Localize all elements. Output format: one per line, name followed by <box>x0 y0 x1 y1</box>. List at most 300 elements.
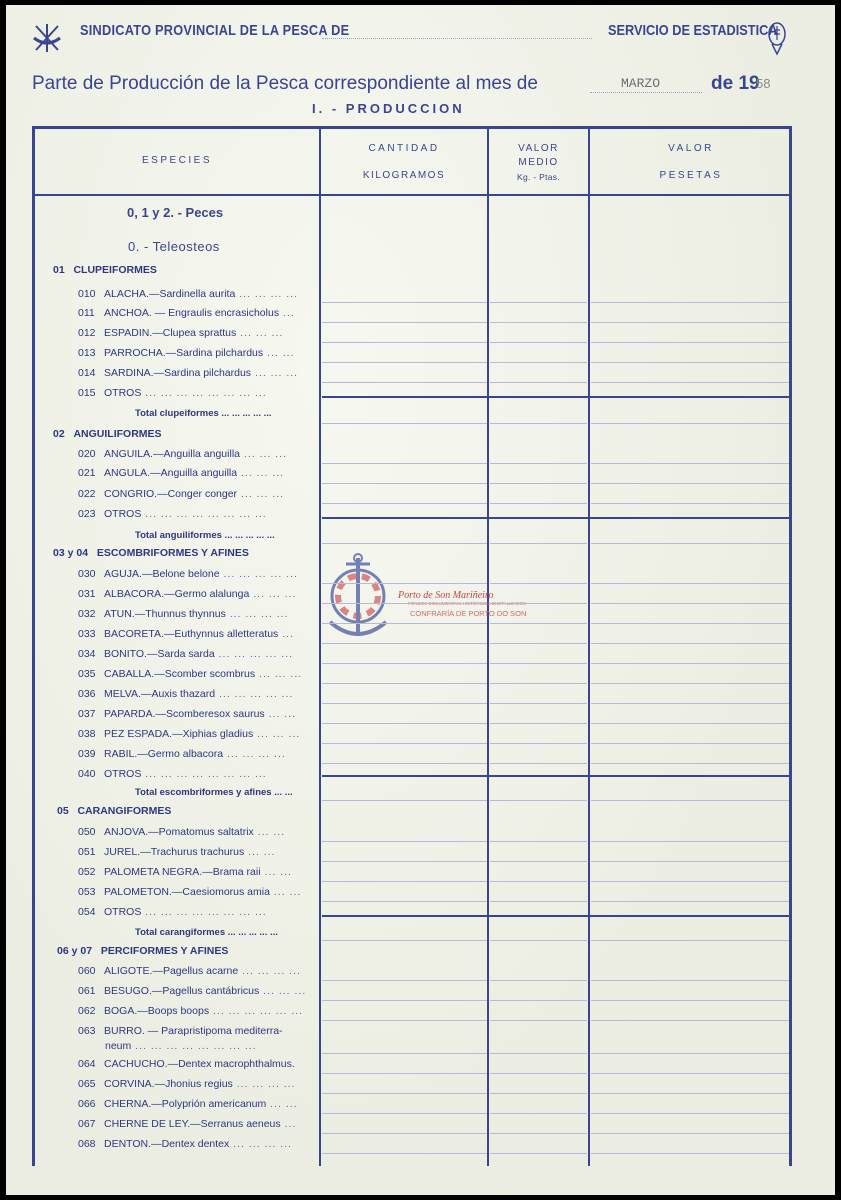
species-code: 031 <box>78 588 96 600</box>
entry-rule[interactable] <box>322 583 487 584</box>
entry-rule[interactable] <box>322 643 487 644</box>
table-row <box>78 488 284 500</box>
entry-rule[interactable] <box>490 940 587 941</box>
entry-rule[interactable] <box>322 841 487 842</box>
entry-rule[interactable] <box>322 1073 487 1074</box>
table-row <box>78 288 298 300</box>
leader-dots: ... ... <box>269 886 302 898</box>
entry-rule[interactable] <box>490 302 587 303</box>
species-name: ESPADIN. <box>104 327 153 339</box>
col-quantity-header-1: CANTIDAD <box>368 143 440 154</box>
entry-rule[interactable] <box>490 342 587 343</box>
column-divider-1 <box>319 126 321 1166</box>
group-heading: 05 CARANGIFORMES <box>57 805 172 817</box>
section-heading: I. - PRODUCCION <box>312 101 465 116</box>
table-row <box>78 1138 292 1150</box>
group-heading: 06 y 07 PERCIFORMES Y AFINES <box>57 945 229 957</box>
entry-rule[interactable] <box>591 861 789 862</box>
entry-rule[interactable] <box>490 703 587 704</box>
subtotal-line <box>322 396 790 398</box>
entry-rule[interactable] <box>322 1093 487 1094</box>
entry-rule[interactable] <box>490 1113 587 1114</box>
entry-rule[interactable] <box>591 322 789 323</box>
table-row <box>78 748 286 760</box>
species-code: 061 <box>78 985 96 997</box>
table-row <box>78 628 294 640</box>
species-name: ALBACORA. <box>104 588 165 600</box>
table-row <box>78 985 306 997</box>
species-scientific-name: —Scomber scombrus <box>154 668 256 680</box>
entry-rule[interactable] <box>591 463 789 464</box>
table-row <box>78 728 300 740</box>
entry-rule[interactable] <box>490 1133 587 1134</box>
entry-rule[interactable] <box>322 1153 487 1154</box>
entry-rule[interactable] <box>490 583 587 584</box>
entry-rule[interactable] <box>322 980 487 981</box>
subtotal-line <box>322 517 790 519</box>
leader-dots: ... ... ... <box>251 367 299 379</box>
entry-rule[interactable] <box>322 940 487 941</box>
entry-rule[interactable] <box>490 1053 587 1054</box>
entry-rule[interactable] <box>490 1093 587 1094</box>
table-row <box>78 1098 298 1110</box>
total-row: Total clupeiformes ... ... ... ... ... <box>135 408 272 419</box>
table-row <box>105 1040 257 1052</box>
group-heading: 01 CLUPEIFORMES <box>53 264 157 276</box>
table-row <box>78 568 298 580</box>
species-scientific-name: —Caesiomorus amia <box>171 886 270 898</box>
species-scientific-name: —Conger conger <box>157 488 238 500</box>
species-name: PARROCHA. <box>104 347 166 359</box>
table-row <box>78 1058 295 1070</box>
entry-rule[interactable] <box>591 543 789 544</box>
species-name: ANJOVA. <box>104 826 149 838</box>
leader-dots: ... ... ... ... ... ... <box>209 1005 304 1017</box>
species-scientific-name: —Dentex macrophthalmus. <box>167 1058 295 1070</box>
entry-rule[interactable] <box>591 1000 789 1001</box>
species-scientific-name: —Anguilla anguilla <box>153 448 240 460</box>
entry-rule[interactable] <box>591 723 789 724</box>
species-code: 062 <box>78 1005 96 1017</box>
entry-rule[interactable] <box>322 1020 487 1021</box>
entry-rule[interactable] <box>322 322 487 323</box>
species-name: ATUN. <box>104 608 135 620</box>
entry-rule[interactable] <box>490 322 587 323</box>
table-row <box>78 1025 283 1037</box>
leader-dots: ... ... ... ... <box>223 748 286 760</box>
species-code: 013 <box>78 347 96 359</box>
group-heading: 03 y 04 ESCOMBRIFORMES Y AFINES <box>53 547 249 559</box>
entry-rule[interactable] <box>591 382 789 383</box>
species-name: PEZ ESPADA. <box>104 728 173 740</box>
species-code: 039 <box>78 748 96 760</box>
yoke-arrows-emblem-icon <box>30 22 64 54</box>
leader-dots: ... <box>280 1118 297 1130</box>
species-code: 015 <box>78 387 96 399</box>
col-avg-header-1: VALOR <box>518 143 559 154</box>
entry-rule[interactable] <box>490 683 587 684</box>
entry-rule[interactable] <box>490 980 587 981</box>
species-code: 052 <box>78 866 96 878</box>
entry-rule[interactable] <box>322 703 487 704</box>
species-code: 067 <box>78 1118 96 1130</box>
species-code: 034 <box>78 648 96 660</box>
species-name: RABIL. <box>104 748 138 760</box>
entry-rule[interactable] <box>591 603 789 604</box>
entry-rule[interactable] <box>490 663 587 664</box>
species-name: CORVINA. <box>104 1078 155 1090</box>
species-code: 064 <box>78 1058 96 1070</box>
species-code: 020 <box>78 448 96 460</box>
table-row <box>78 387 267 399</box>
table-row <box>78 327 283 339</box>
leader-dots: ... ... ... ... ... ... ... ... <box>141 768 267 780</box>
entry-rule[interactable] <box>591 423 789 424</box>
syndicate-label: SINDICATO PROVINCIAL DE LA PESCA DE <box>80 22 350 39</box>
subtotal-line <box>322 775 790 777</box>
leader-dots: ... <box>279 307 295 319</box>
table-row <box>78 1118 296 1130</box>
column-divider-2 <box>487 126 489 1166</box>
entry-rule[interactable] <box>322 423 487 424</box>
entry-rule[interactable] <box>490 643 587 644</box>
species-name: CABALLA. <box>104 668 155 680</box>
species-name: CHERNE DE LEY. <box>104 1118 191 1130</box>
entry-rule[interactable] <box>490 743 587 744</box>
stamp-name: CONFRARÍA DE PORTO DO SON <box>410 609 527 618</box>
leader-dots: ... ... ... ... <box>238 965 301 977</box>
entry-rule[interactable] <box>591 623 789 624</box>
species-code: 063 <box>78 1025 96 1037</box>
species-scientific-name: neum <box>105 1040 132 1052</box>
entry-rule[interactable] <box>591 483 789 484</box>
leader-dots: ... ... <box>253 826 286 838</box>
entry-rule[interactable] <box>322 881 487 882</box>
section-title: 0, 1 y 2. - Peces <box>127 205 224 220</box>
col-avg-header-2: MEDIO <box>518 157 559 168</box>
subtotal-line <box>322 915 790 917</box>
species-name: PALOMETON. <box>104 886 172 898</box>
entry-rule[interactable] <box>322 901 487 902</box>
species-scientific-name: —Sardina pilchardus <box>153 367 252 379</box>
col-species-header: ESPECIES <box>141 155 213 166</box>
leader-dots: ... ... ... <box>237 467 285 479</box>
leader-dots: ... ... ... ... <box>232 1078 296 1090</box>
leader-dots: ... ... ... ... ... <box>219 568 298 580</box>
species-code: 054 <box>78 906 96 918</box>
entry-rule[interactable] <box>591 703 789 704</box>
total-row: Total anguiliformes ... ... ... ... ... <box>135 530 275 541</box>
species-scientific-name: —Thunnus thynnus <box>134 608 226 620</box>
species-scientific-name: — Parapristipoma mediterra- <box>144 1025 283 1037</box>
service-label: SERVICIO DE ESTADISTICA <box>608 22 778 39</box>
species-scientific-name: —Euthynnus alletteratus <box>163 628 279 640</box>
species-code: 014 <box>78 367 96 379</box>
table-row <box>78 367 298 379</box>
entry-rule[interactable] <box>591 1053 789 1054</box>
total-row: Total escombriformes y afines ... ... <box>135 787 293 798</box>
entry-rule[interactable] <box>490 423 587 424</box>
entry-rule[interactable] <box>591 342 789 343</box>
species-name: CACHUCHO. <box>104 1058 168 1070</box>
leader-dots: ... ... ... <box>240 448 288 460</box>
species-name: MELVA. <box>104 688 141 700</box>
species-code: 060 <box>78 965 96 977</box>
entry-rule[interactable] <box>490 382 587 383</box>
leader-dots: ... ... ... ... <box>225 608 289 620</box>
entry-rule[interactable] <box>490 1000 587 1001</box>
entry-rule[interactable] <box>591 362 789 363</box>
entry-rule[interactable] <box>591 800 789 801</box>
species-scientific-name: —Clupea sprattus <box>152 327 237 339</box>
entry-rule[interactable] <box>591 881 789 882</box>
entry-rule[interactable] <box>322 683 487 684</box>
entry-rule[interactable] <box>490 603 587 604</box>
month-fill-line[interactable] <box>590 92 702 93</box>
species-code: 066 <box>78 1098 96 1110</box>
table-row <box>78 826 285 838</box>
species-code: 050 <box>78 826 96 838</box>
col-value-header-1: VALOR <box>668 143 714 154</box>
species-scientific-name: —Sardina pilchardus <box>165 347 264 359</box>
leader-dots: ... ... ... <box>259 985 307 997</box>
species-scientific-name: —Brama raii <box>202 866 261 878</box>
species-name: ALIGOTE. <box>104 965 153 977</box>
table-row <box>78 448 287 460</box>
entry-rule[interactable] <box>490 901 587 902</box>
entry-rule[interactable] <box>591 901 789 902</box>
leader-dots: ... ... ... ... <box>229 1138 292 1150</box>
year-label: de 19 <box>711 73 760 94</box>
entry-rule[interactable] <box>591 1073 789 1074</box>
entry-rule[interactable] <box>591 841 789 842</box>
species-scientific-name: —Scomberesox saurus <box>155 708 265 720</box>
entry-rule[interactable] <box>322 763 487 764</box>
species-code: 053 <box>78 886 96 898</box>
entry-rule[interactable] <box>490 763 587 764</box>
species-name: ALACHA. <box>104 288 149 300</box>
entry-rule[interactable] <box>490 543 587 544</box>
table-row <box>78 668 302 680</box>
entry-rule[interactable] <box>322 800 487 801</box>
entry-rule[interactable] <box>490 1020 587 1021</box>
entry-rule[interactable] <box>591 1153 789 1154</box>
table-row <box>78 846 276 858</box>
leader-dots: ... ... ... ... ... <box>215 688 294 700</box>
entry-rule[interactable] <box>322 1133 487 1134</box>
species-code: 032 <box>78 608 96 620</box>
entry-rule[interactable] <box>322 342 487 343</box>
species-code: 010 <box>78 288 96 300</box>
species-name: SARDINA. <box>104 367 154 379</box>
species-code: 021 <box>78 467 96 479</box>
entry-rule[interactable] <box>490 503 587 504</box>
entry-rule[interactable] <box>322 503 487 504</box>
stamp-script-title: Porto de Son Mariñeiro <box>398 590 494 601</box>
entry-rule[interactable] <box>322 861 487 862</box>
species-scientific-name: —Pagellus acarne <box>152 965 239 977</box>
entry-rule[interactable] <box>490 723 587 724</box>
species-code: 011 <box>78 307 95 319</box>
entry-rule[interactable] <box>591 980 789 981</box>
table-row <box>78 608 288 620</box>
leader-dots: ... ... ... ... ... ... ... ... <box>141 508 267 520</box>
species-code: 065 <box>78 1078 96 1090</box>
species-code: 022 <box>78 488 96 500</box>
leader-dots: ... ... ... ... ... ... ... ... <box>141 387 267 399</box>
entry-rule[interactable] <box>322 302 487 303</box>
entry-rule[interactable] <box>322 663 487 664</box>
col-quantity-header-2: KILOGRAMOS <box>362 170 446 181</box>
entry-rule[interactable] <box>591 302 789 303</box>
entry-rule[interactable] <box>591 1020 789 1021</box>
table-row <box>78 906 267 918</box>
total-row: Total carangiformes ... ... ... ... ... <box>135 927 278 938</box>
species-name: DENTON. <box>104 1138 152 1150</box>
entry-rule[interactable] <box>591 583 789 584</box>
entry-rule[interactable] <box>490 881 587 882</box>
province-fill-line[interactable] <box>322 38 592 39</box>
entry-rule[interactable] <box>322 463 487 464</box>
species-name: CONGRIO. <box>104 488 158 500</box>
species-code: 023 <box>78 508 96 520</box>
entry-rule[interactable] <box>490 800 587 801</box>
group-heading: 02 ANGUILIFORMES <box>53 428 162 440</box>
species-name: BONITO. <box>104 648 147 660</box>
species-name: PALOMETA NEGRA. <box>104 866 203 878</box>
entry-rule[interactable] <box>322 1113 487 1114</box>
entry-rule[interactable] <box>322 723 487 724</box>
leader-dots: ... ... <box>244 846 276 858</box>
leader-dots: ... ... ... ... ... ... ... ... <box>131 1040 257 1052</box>
species-code: 037 <box>78 708 96 720</box>
col-value-header-2: PESETAS <box>659 170 723 181</box>
entry-rule[interactable] <box>591 763 789 764</box>
entry-rule[interactable] <box>322 1053 487 1054</box>
species-name: OTROS <box>104 508 142 520</box>
leader-dots: ... ... <box>260 866 292 878</box>
leader-dots: ... ... ... <box>253 728 301 740</box>
entry-rule[interactable] <box>490 463 587 464</box>
species-scientific-name: —Jhonius regius <box>154 1078 233 1090</box>
month-value[interactable]: MARZO <box>621 76 661 91</box>
entry-rule[interactable] <box>490 623 587 624</box>
leader-dots: ... ... ... ... <box>235 288 299 300</box>
entry-rule[interactable] <box>322 543 487 544</box>
species-name: OTROS <box>104 906 142 918</box>
entry-rule[interactable] <box>322 743 487 744</box>
year-value[interactable]: 58 <box>756 76 771 91</box>
header-divider <box>32 194 792 196</box>
leader-dots: ... ... ... <box>249 588 297 600</box>
entry-rule[interactable] <box>322 623 487 624</box>
table-row <box>78 1078 295 1090</box>
species-scientific-name: —Auxis thazard <box>140 688 216 700</box>
species-scientific-name: —Belone belone <box>141 568 220 580</box>
leader-dots: ... ... ... ... ... <box>214 648 294 660</box>
species-scientific-name: —Pomatomus saltatrix <box>148 826 254 838</box>
species-scientific-name: —Germo alalunga <box>164 588 250 600</box>
species-scientific-name: —Xiphias gladius <box>172 728 254 740</box>
table-row <box>78 508 267 520</box>
section-subtitle: 0. - Teleosteos <box>128 239 220 254</box>
species-scientific-name: —Trachurus trachurus <box>140 846 245 858</box>
entry-rule[interactable] <box>322 1000 487 1001</box>
column-divider-3 <box>588 126 590 1166</box>
entry-rule[interactable] <box>490 483 587 484</box>
species-scientific-name: —Boops boops <box>137 1005 210 1017</box>
entry-rule[interactable] <box>322 382 487 383</box>
species-code: 051 <box>78 846 96 858</box>
table-row <box>78 648 293 660</box>
entry-rule[interactable] <box>322 483 487 484</box>
entry-rule[interactable] <box>490 362 587 363</box>
entry-rule[interactable] <box>591 1093 789 1094</box>
species-scientific-name: —Polyprión americanum <box>151 1098 267 1110</box>
species-scientific-name: —Anguilla anguilla <box>150 467 238 479</box>
species-scientific-name: —Germo albacora <box>137 748 224 760</box>
species-code: 038 <box>78 728 96 740</box>
entry-rule[interactable] <box>490 861 587 862</box>
leader-dots: ... ... <box>266 1098 298 1110</box>
entry-rule[interactable] <box>490 841 587 842</box>
entry-rule[interactable] <box>490 1073 587 1074</box>
table-row <box>78 347 294 359</box>
entry-rule[interactable] <box>591 743 789 744</box>
entry-rule[interactable] <box>591 683 789 684</box>
entry-rule[interactable] <box>591 663 789 664</box>
species-scientific-name: —Sardinella aurita <box>148 288 236 300</box>
leader-dots: ... ... <box>263 347 295 359</box>
entry-rule[interactable] <box>322 362 487 363</box>
entry-rule[interactable] <box>591 1133 789 1134</box>
species-scientific-name: — Engraulis encrasicholus <box>151 307 280 319</box>
species-code: 030 <box>78 568 96 580</box>
species-code: 036 <box>78 688 96 700</box>
species-scientific-name: —Pagellus cantábricus <box>151 985 260 997</box>
entry-rule[interactable] <box>322 603 487 604</box>
species-code: 035 <box>78 668 96 680</box>
table-row <box>78 965 301 977</box>
col-avg-header-3: Kg. - Ptas. <box>517 172 560 182</box>
species-name: OTROS <box>104 768 142 780</box>
table-row <box>78 1005 303 1017</box>
entry-rule[interactable] <box>591 643 789 644</box>
leader-dots: ... ... <box>264 708 297 720</box>
species-name: PAPARDA. <box>104 708 156 720</box>
leader-dots: ... <box>278 628 294 640</box>
species-name: CHERNA. <box>104 1098 152 1110</box>
entry-rule[interactable] <box>591 503 789 504</box>
entry-rule[interactable] <box>591 1113 789 1114</box>
species-scientific-name: —Sarda sarda <box>146 648 215 660</box>
species-code: 033 <box>78 628 96 640</box>
species-name: ANGULA. <box>104 467 151 479</box>
species-name: BACORETA. <box>104 628 164 640</box>
leader-dots: ... ... ... <box>236 327 284 339</box>
table-row <box>78 886 301 898</box>
table-row <box>78 866 292 878</box>
leader-dots: ... ... ... <box>237 488 285 500</box>
species-name: BESUGO. <box>104 985 152 997</box>
species-name: BOGA. <box>104 1005 138 1017</box>
table-row <box>78 768 267 780</box>
entry-rule[interactable] <box>591 940 789 941</box>
species-scientific-name: —Dentex dentex <box>151 1138 230 1150</box>
species-name: ANGUILA. <box>104 448 154 460</box>
entry-rule[interactable] <box>490 1153 587 1154</box>
leader-dots: ... ... ... ... ... ... ... ... <box>141 906 267 918</box>
